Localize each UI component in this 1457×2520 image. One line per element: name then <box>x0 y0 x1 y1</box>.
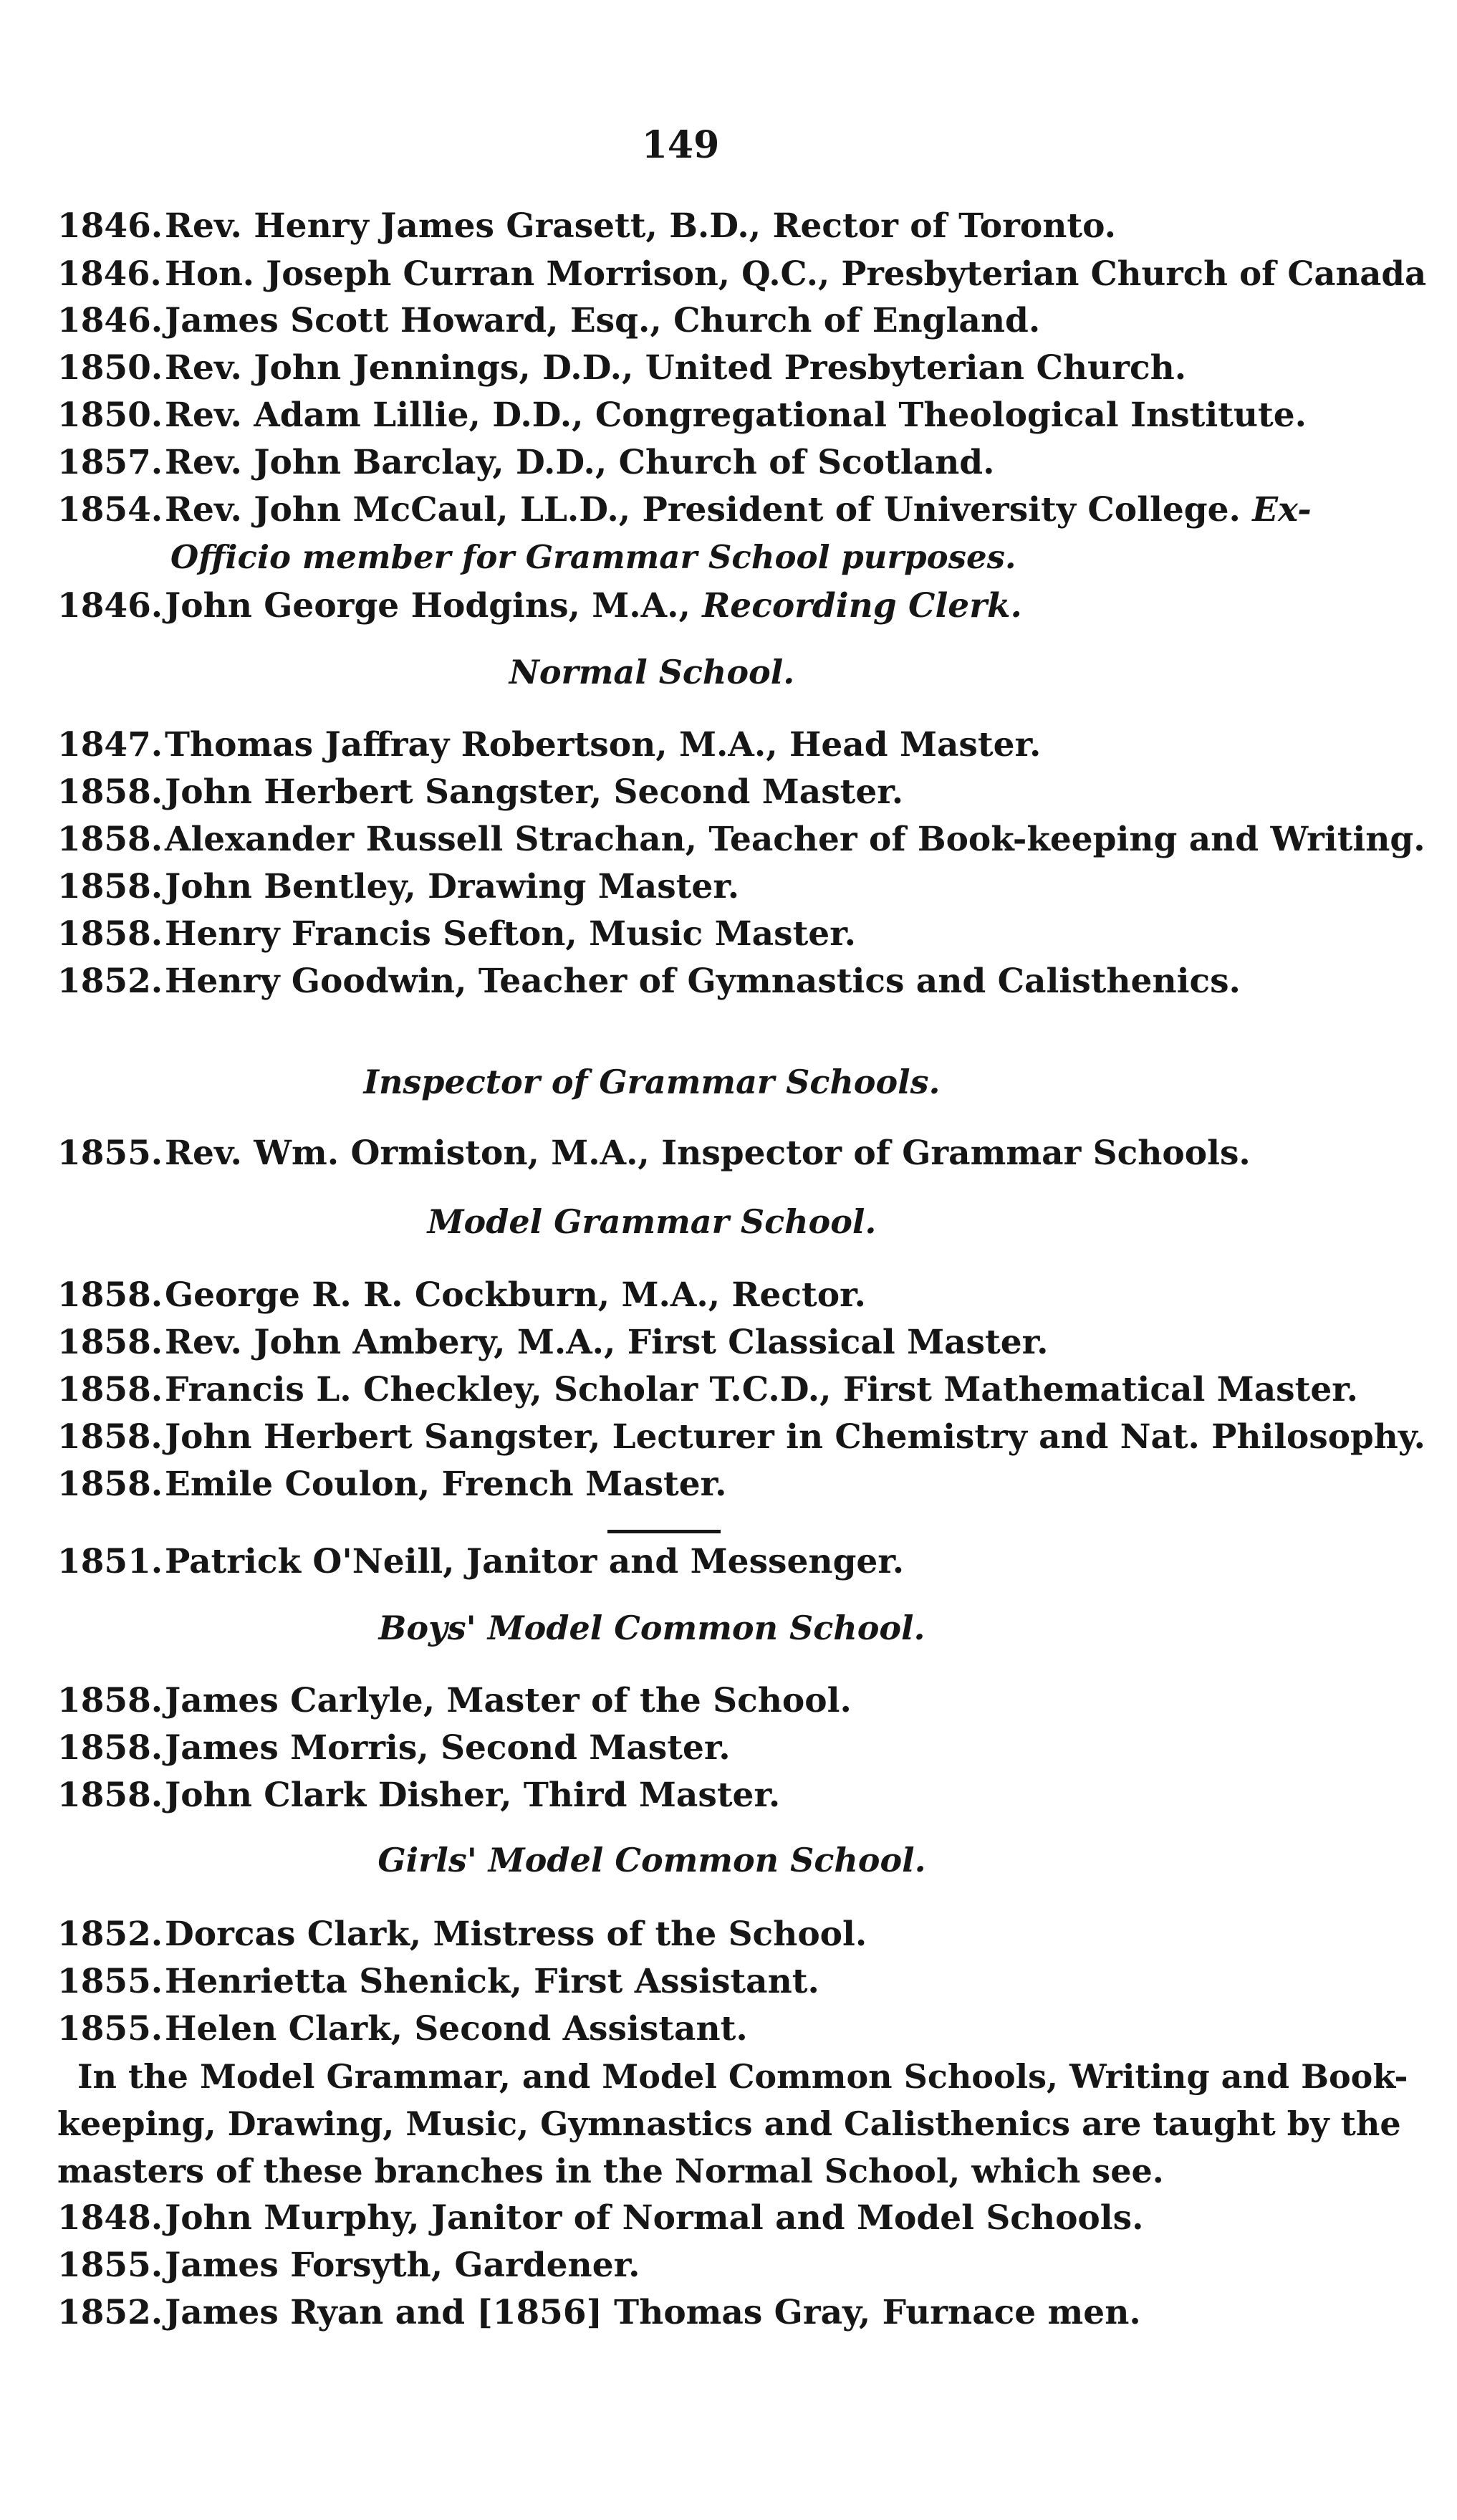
entry-text: John Clark Disher, Third Master. <box>165 1776 781 1815</box>
entry-text: Rev. John Ambery, M.A., First Classical Master. <box>165 1323 1049 1362</box>
section-divider <box>607 1530 721 1533</box>
entry-text: Patrick O'Neill, Janitor and Messenger. <box>165 1542 905 1581</box>
list-item <box>57 1463 1318 1506</box>
entry-text: Francis L. Checkley, Scholar T.C.D., First Mathematical Master. <box>165 1370 1359 1409</box>
entry-text: James Ryan and [1856] Thomas Gray, Furnace men. <box>165 2293 1141 2332</box>
list-item <box>57 585 1318 628</box>
list-item <box>57 1913 1318 1956</box>
list-item <box>57 1774 1318 1817</box>
list-item <box>57 2008 1318 2051</box>
list-item <box>57 489 1318 532</box>
list-item <box>57 2291 1318 2334</box>
list-item <box>57 1274 1318 1317</box>
entry-year: 1852. <box>57 1915 163 1954</box>
entry-text: John Herbert Sangster, Lecturer in Chemistry and Nat. Philosophy. <box>165 1417 1425 1457</box>
list-item <box>57 913 1318 956</box>
list-item <box>57 866 1318 909</box>
entry-text: Rev. John Jennings, D.D., United Presbyterian Church. <box>165 348 1187 388</box>
entry-year: 1858. <box>57 820 163 859</box>
entry-year: 1855. <box>57 2246 163 2285</box>
entry-text: John Murphy, Janitor of Normal and Model Schools. <box>165 2198 1144 2238</box>
entry-year: 1852. <box>57 962 163 1001</box>
entry-year: 1858. <box>57 1465 163 1504</box>
entry-year: 1858. <box>57 1275 163 1315</box>
list-item <box>57 441 1318 484</box>
entry-text: John Bentley, Drawing Master. <box>165 867 740 906</box>
list-item <box>57 724 1318 767</box>
list-item <box>57 2244 1318 2287</box>
entry-year: 1858. <box>57 772 163 812</box>
entry-text: Emile Coulon, French Master. <box>165 1465 727 1504</box>
entry-year: 1858. <box>57 1323 163 1362</box>
entry-year: 1858. <box>57 1417 163 1457</box>
entry-year: 1855. <box>57 1134 163 1173</box>
entry-text: Rev. Wm. Ormiston, M.A., Inspector of Grammar Schools. <box>165 1134 1251 1173</box>
entry-year: 1858. <box>57 1776 163 1815</box>
entry-text: Hon. Joseph Curran Morrison, Q.C., Presbyterian Church of Canada <box>165 254 1427 293</box>
entry-text: Rev. Henry James Grasett, B.D., Rector of Toronto. <box>165 206 1116 246</box>
entry-text: James Forsyth, Gardener. <box>165 2246 640 2285</box>
list-item <box>57 1321 1318 1364</box>
list-item <box>57 1727 1318 1770</box>
entry-text: Henry Goodwin, Teacher of Gymnastics and Calisthenics. <box>165 962 1241 1001</box>
entry-year: 1858. <box>57 1681 163 1720</box>
entry-text: John George Hodgins, M.A., <box>165 586 691 626</box>
entry-text: Dorcas Clark, Mistress of the School. <box>165 1915 867 1954</box>
entry-year: 1858. <box>57 914 163 954</box>
list-item <box>57 347 1318 390</box>
entry-year: 1846. <box>57 301 163 340</box>
entry-year: 1848. <box>57 2198 163 2238</box>
entry-text: James Carlyle, Master of the School. <box>165 1681 852 1720</box>
entry-year: 1846. <box>57 586 163 626</box>
entry-text: Henrietta Shenick, First Assistant. <box>165 1962 819 2001</box>
list-item <box>57 1680 1318 1723</box>
entry-continuation: Officio member for Grammar School purposes. <box>170 538 1016 576</box>
list-item <box>57 394 1318 437</box>
section-heading-girls-model: Girls' Model Common School. <box>378 1841 926 1879</box>
list-item <box>57 205 1318 248</box>
entry-text: Rev. Adam Lillie, D.D., Congregational Theological Institute. <box>165 396 1307 435</box>
entry-text: Thomas Jaffray Robertson, M.A., Head Master. <box>165 725 1042 765</box>
section-heading-inspector: Inspector of Grammar Schools. <box>363 1063 941 1101</box>
paragraph-line: In the Model Grammar, and Model Common Schools, Writing and Book- <box>77 2057 1408 2096</box>
list-item <box>57 252 1427 295</box>
list-item <box>57 2197 1318 2240</box>
entry-italic-text: Ex- <box>1252 490 1312 530</box>
list-item <box>57 1416 1425 1459</box>
entry-text: Helen Clark, Second Assistant. <box>165 2009 748 2049</box>
section-heading-model-grammar: Model Grammar School. <box>427 1202 877 1241</box>
list-item <box>57 960 1318 1003</box>
list-item <box>57 1541 1318 1584</box>
entry-text: James Morris, Second Master. <box>165 1728 731 1768</box>
entry-text: Rev. John McCaul, LL.D., President of University College. <box>165 490 1241 530</box>
entry-text: James Scott Howard, Esq., Church of England. <box>165 301 1041 340</box>
entry-year: 1851. <box>57 1542 163 1581</box>
entry-text: John Herbert Sangster, Second Master. <box>165 772 904 812</box>
page-number: 149 <box>641 123 720 167</box>
entry-year: 1847. <box>57 725 163 765</box>
list-item <box>57 1132 1318 1175</box>
paragraph-line: masters of these branches in the Normal School, which see. <box>57 2152 1164 2190</box>
list-item <box>57 818 1425 861</box>
entry-year: 1850. <box>57 396 163 435</box>
entry-text: Rev. John Barclay, D.D., Church of Scotland. <box>165 443 995 482</box>
entry-year: 1855. <box>57 2009 163 2049</box>
entry-text: George R. R. Cockburn, M.A., Rector. <box>165 1275 866 1315</box>
entry-year: 1846. <box>57 206 163 246</box>
entry-year: 1858. <box>57 1370 163 1409</box>
entry-text: Henry Francis Sefton, Music Master. <box>165 914 857 954</box>
entry-year: 1858. <box>57 1728 163 1768</box>
entry-year: 1855. <box>57 1962 163 2001</box>
entry-year: 1858. <box>57 867 163 906</box>
entry-year: 1854. <box>57 490 163 530</box>
entry-year: 1850. <box>57 348 163 388</box>
entry-year: 1852. <box>57 2293 163 2332</box>
list-item <box>57 1369 1359 1412</box>
list-item <box>57 300 1318 342</box>
section-heading-normal-school: Normal School. <box>509 653 795 691</box>
entry-italic-text: Recording Clerk. <box>702 586 1022 626</box>
entry-year: 1857. <box>57 443 163 482</box>
section-heading-boys-model: Boys' Model Common School. <box>378 1609 925 1647</box>
paragraph-line: keeping, Drawing, Music, Gymnastics and Calisthenics are taught by the <box>57 2104 1401 2143</box>
entry-year: 1846. <box>57 254 162 293</box>
list-item <box>57 771 1318 814</box>
list-item <box>57 1960 1318 2003</box>
entry-text: Alexander Russell Strachan, Teacher of Book-keeping and Writing. <box>165 820 1425 859</box>
